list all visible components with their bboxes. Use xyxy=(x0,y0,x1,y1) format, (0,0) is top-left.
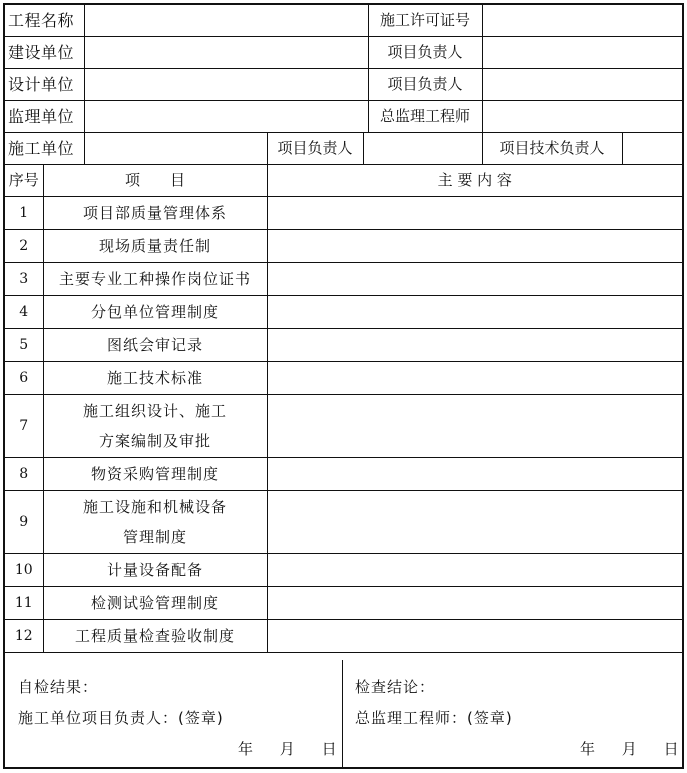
item-name xyxy=(43,230,267,263)
designer-manager-label: 项目负责人 xyxy=(368,69,482,101)
self-check-panel xyxy=(5,660,343,767)
contractor-label: 施工单位 xyxy=(5,133,84,165)
item-name xyxy=(43,458,267,491)
quality-management-check-form xyxy=(3,3,684,769)
day-label: 日 xyxy=(321,740,337,758)
table-row xyxy=(5,329,682,362)
item-name-line: 计量设备配备 xyxy=(106,560,203,579)
item-content-field[interactable] xyxy=(267,491,682,554)
table-row xyxy=(5,395,682,458)
item-name-line: 物资采购管理制度 xyxy=(90,464,219,483)
row-number: 4 xyxy=(5,296,43,329)
item-header: 项 目 xyxy=(43,165,267,197)
row-number: 1 xyxy=(5,197,43,230)
item-name-line: 管理制度 xyxy=(122,528,187,546)
supervisor-field[interactable] xyxy=(84,101,368,133)
table-row xyxy=(5,458,682,491)
table-row xyxy=(5,554,682,587)
seq-header: 序号 xyxy=(5,165,43,197)
item-content-field[interactable] xyxy=(267,554,682,587)
inspection-title: 检查结论： xyxy=(355,678,436,696)
row-number: 6 xyxy=(5,362,43,395)
table-row xyxy=(5,362,682,395)
project-info-table xyxy=(5,5,682,165)
item-name-line: 分包单位管理制度 xyxy=(90,302,219,321)
tech-manager-field[interactable] xyxy=(622,133,682,165)
item-name xyxy=(43,362,267,395)
row-number: 10 xyxy=(5,554,43,587)
item-name xyxy=(43,197,267,230)
table-row xyxy=(5,587,682,620)
content-header: 主 要 内 容 xyxy=(267,165,682,197)
row-number: 8 xyxy=(5,458,43,491)
row-number: 2 xyxy=(5,230,43,263)
item-content-field[interactable] xyxy=(267,395,682,458)
item-name xyxy=(43,491,267,554)
designer-manager-field[interactable] xyxy=(482,69,682,101)
tech-manager-label: 项目技术负责人 xyxy=(482,133,622,165)
contractor-manager-field[interactable] xyxy=(363,133,482,165)
row-number: 9 xyxy=(5,491,43,554)
year-label: 年 xyxy=(238,740,254,758)
table-row xyxy=(5,197,682,230)
chief-supervisor-signer-label: 总监理工程师：(签章) xyxy=(355,709,513,727)
builder-label: 建设单位 xyxy=(5,37,84,69)
row-number: 12 xyxy=(5,620,43,653)
table-row xyxy=(5,263,682,296)
month-label: 月 xyxy=(621,740,637,758)
table-row xyxy=(5,620,682,653)
day-label: 日 xyxy=(663,740,679,758)
item-content-field[interactable] xyxy=(267,230,682,263)
self-check-date xyxy=(238,738,337,759)
item-name xyxy=(43,329,267,362)
item-content-field[interactable] xyxy=(267,329,682,362)
item-name-line: 工程质量检查验收制度 xyxy=(74,626,235,645)
item-name-line: 方案编制及审批 xyxy=(98,432,211,450)
chief-supervisor-field[interactable] xyxy=(482,101,682,133)
item-content-field[interactable] xyxy=(267,362,682,395)
items-table xyxy=(5,165,682,653)
item-content-field[interactable] xyxy=(267,620,682,653)
chief-supervisor-label: 总监理工程师 xyxy=(368,101,482,133)
designer-label: 设计单位 xyxy=(5,69,84,101)
table-row xyxy=(5,296,682,329)
item-name xyxy=(43,587,267,620)
item-name-line: 施工组织设计、施工 xyxy=(82,402,227,420)
item-content-field[interactable] xyxy=(267,458,682,491)
row-number: 3 xyxy=(5,263,43,296)
item-name-line: 图纸会审记录 xyxy=(106,335,203,354)
project-name-field[interactable] xyxy=(84,5,368,37)
month-label: 月 xyxy=(279,740,295,758)
table-row xyxy=(5,491,682,554)
item-name-line: 施工设施和机械设备 xyxy=(82,498,227,516)
item-name xyxy=(43,620,267,653)
item-name xyxy=(43,263,267,296)
item-content-field[interactable] xyxy=(267,197,682,230)
item-name-line: 主要专业工种操作岗位证书 xyxy=(58,269,251,288)
designer-field[interactable] xyxy=(84,69,368,101)
item-content-field[interactable] xyxy=(267,587,682,620)
item-name xyxy=(43,395,267,458)
builder-manager-label: 项目负责人 xyxy=(368,37,482,69)
supervisor-label: 监理单位 xyxy=(5,101,84,133)
item-name-line: 现场质量责任制 xyxy=(98,236,211,255)
signature-section xyxy=(5,660,682,767)
contractor-field[interactable] xyxy=(84,133,267,165)
item-name-line: 项目部质量管理体系 xyxy=(82,203,227,222)
item-name xyxy=(43,554,267,587)
item-name xyxy=(43,296,267,329)
inspection-date xyxy=(580,738,679,759)
builder-manager-field[interactable] xyxy=(482,37,682,69)
row-number: 11 xyxy=(5,587,43,620)
row-number: 7 xyxy=(5,395,43,458)
table-row xyxy=(5,230,682,263)
self-check-title: 自检结果： xyxy=(18,678,99,696)
year-label: 年 xyxy=(580,740,596,758)
project-name-label: 工程名称 xyxy=(5,5,84,37)
row-number: 5 xyxy=(5,329,43,362)
item-name-line: 检测试验管理制度 xyxy=(90,593,219,612)
contractor-manager-label: 项目负责人 xyxy=(267,133,363,165)
contractor-signer-label: 施工单位项目负责人：(签章) xyxy=(18,709,224,727)
item-content-field[interactable] xyxy=(267,263,682,296)
item-name-line: 施工技术标准 xyxy=(106,368,203,387)
item-content-field[interactable] xyxy=(267,296,682,329)
permit-label: 施工许可证号 xyxy=(368,5,482,37)
permit-field[interactable] xyxy=(482,5,682,37)
inspection-panel xyxy=(343,660,682,767)
builder-field[interactable] xyxy=(84,37,368,69)
